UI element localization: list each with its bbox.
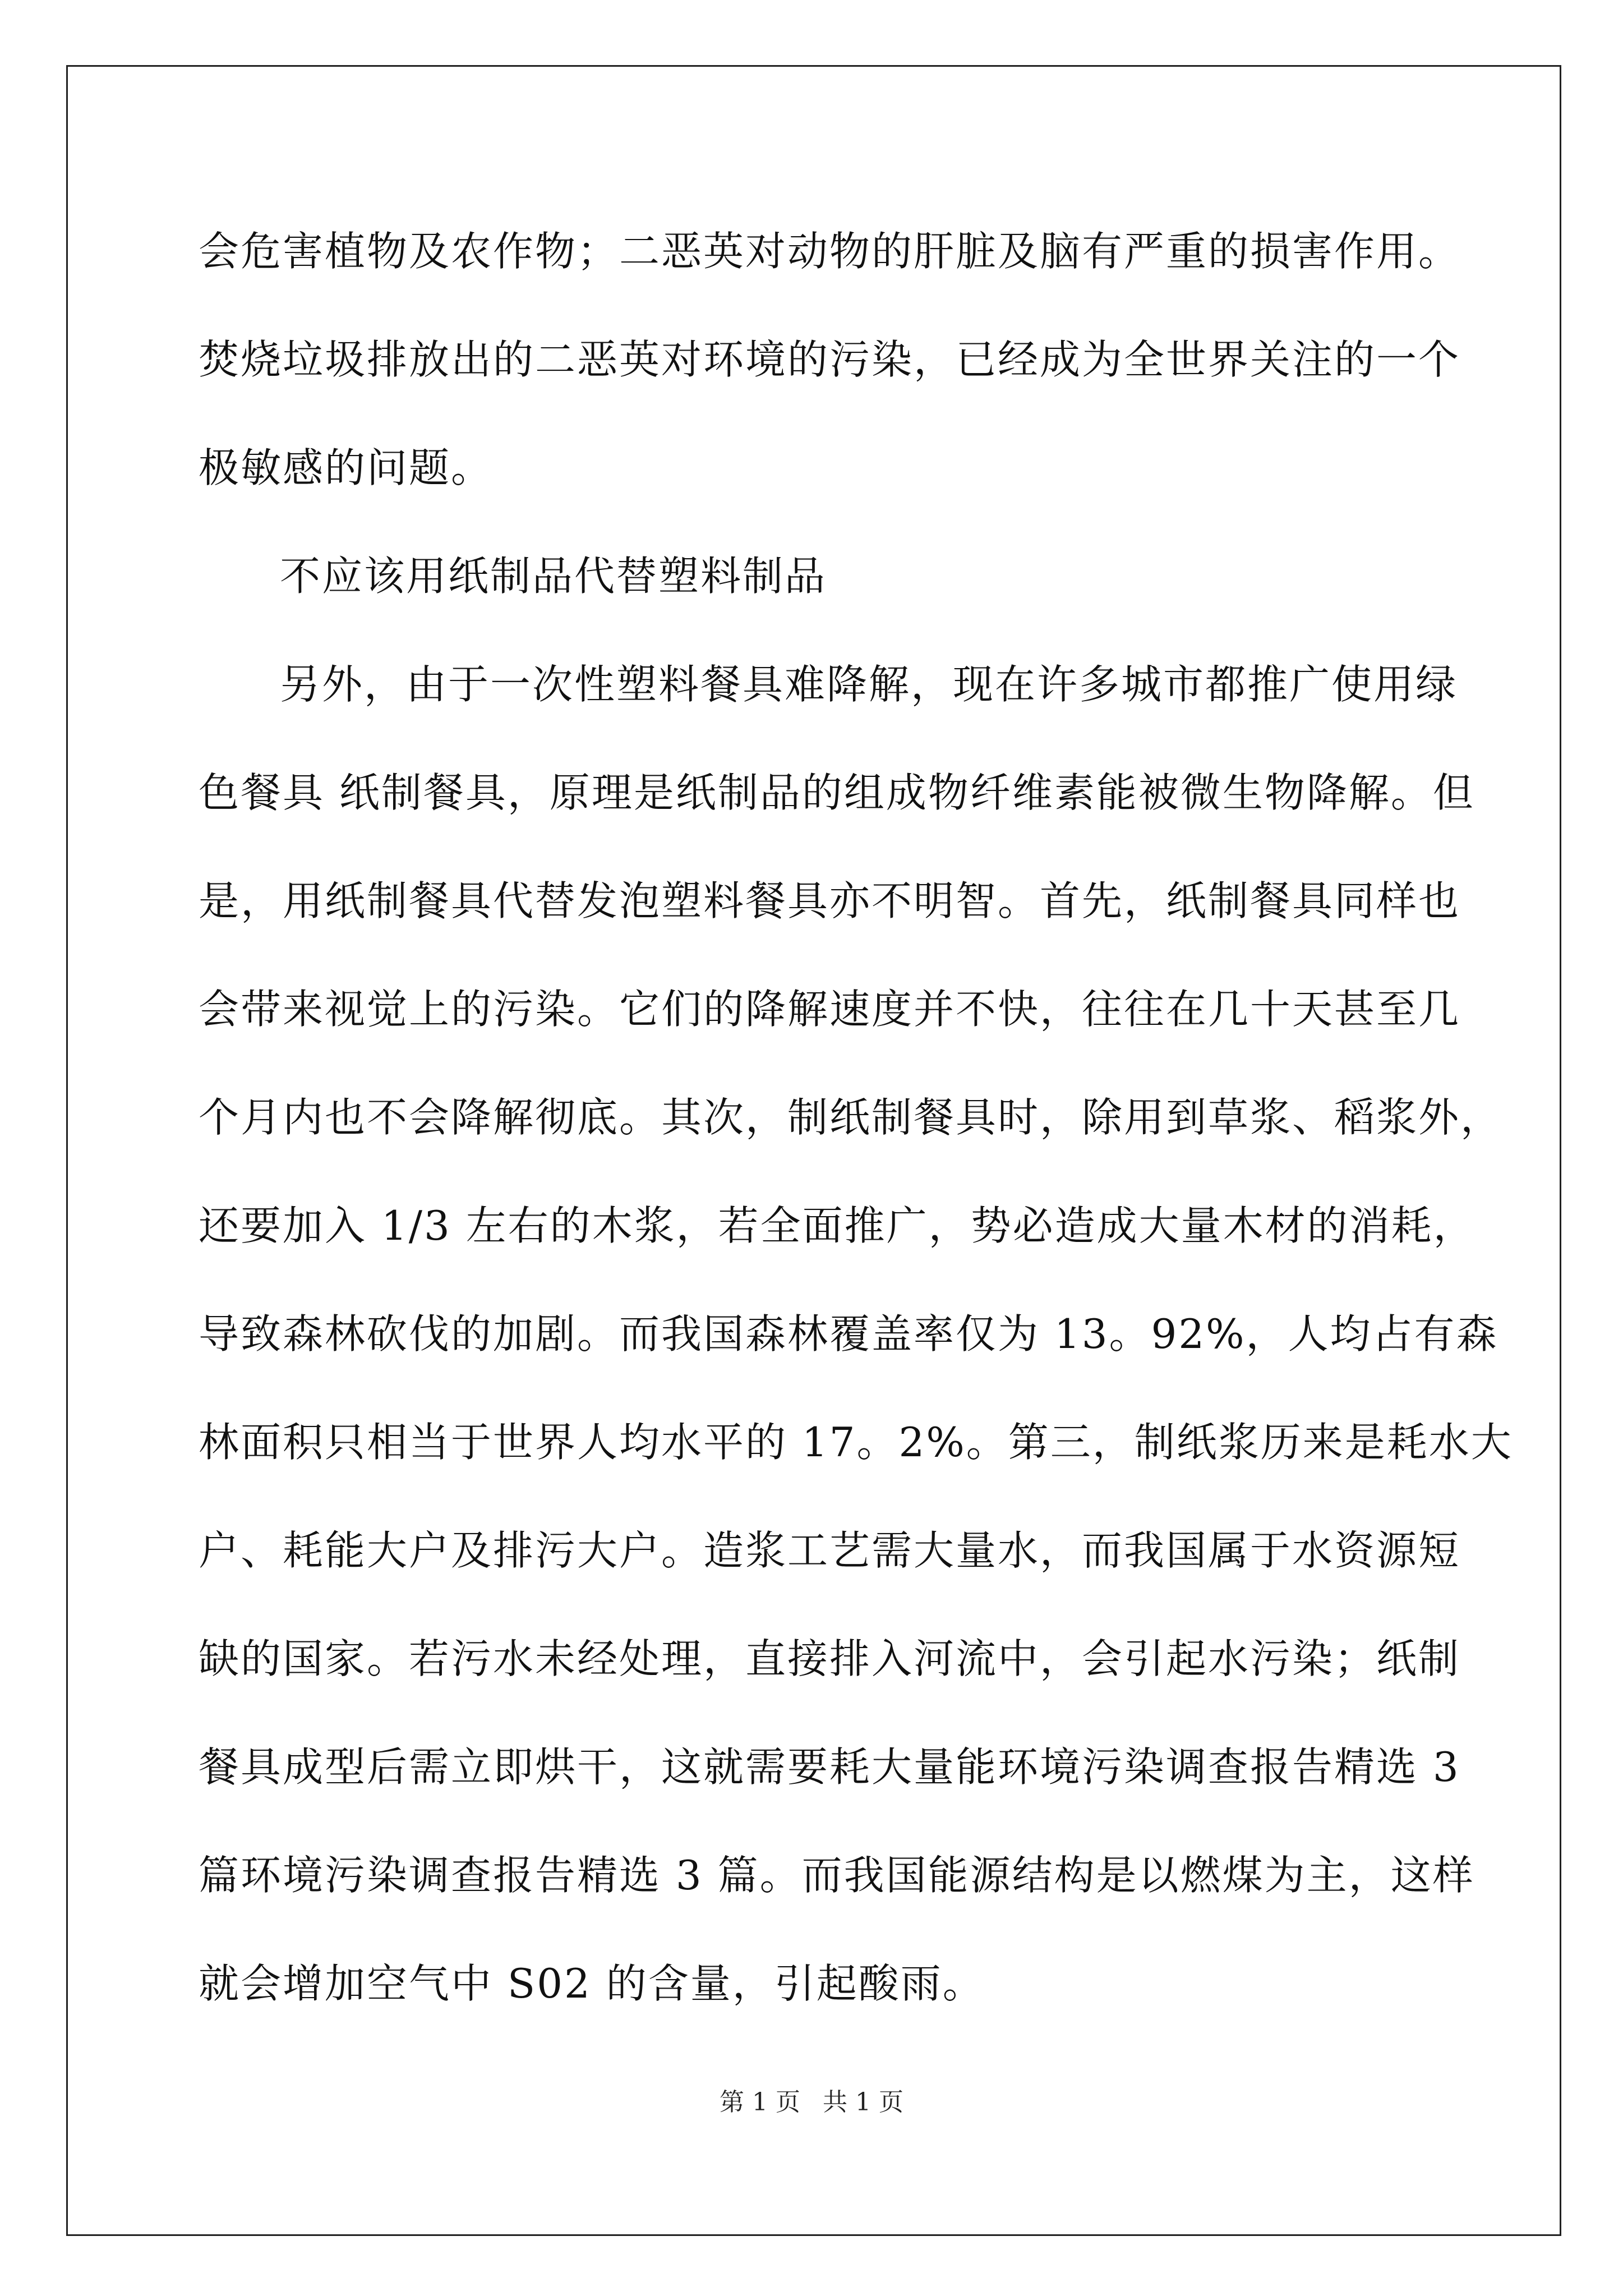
text-line: 会带来视觉上的污染。它们的降解速度并不快，往往在几十天甚至几 [199, 986, 1461, 1033]
text-line: 林面积只相当于世界人均水平的 17。2%。第三，制纸浆历来是耗水大 [199, 1419, 1513, 1466]
text-line: 篇环境污染调查报告精选 3 篇。而我国能源结构是以燃煤为主，这样 [199, 1852, 1475, 1899]
text-line: 会危害植物及农作物；二恶英对动物的肝脏及脑有严重的损害作用。 [199, 228, 1461, 275]
text-line: 是，用纸制餐具代替发泡塑料餐具亦不明智。首先，纸制餐具同样也 [199, 877, 1461, 924]
text-line: 就会增加空气中 S02 的含量，引起酸雨。 [199, 1960, 985, 2007]
text-line: 缺的国家。若污水未经处理，直接排入河流中，会引起水污染；纸制 [199, 1635, 1461, 1682]
page-footer [0, 2086, 1623, 2119]
text-line: 色餐具 纸制餐具，原理是纸制品的组成物纤维素能被微生物降解。但 [199, 769, 1475, 816]
text-line: 户、耗能大户及排污大户。造浆工艺需大量水，而我国属于水资源短 [199, 1527, 1461, 1574]
page-number: 第 1 页 [720, 2088, 800, 2116]
text-line: 焚烧垃圾排放出的二恶英对环境的污染，已经成为全世界关注的一个 [199, 336, 1461, 383]
page-total: 共 1 页 [823, 2088, 903, 2116]
text-line: 另外，由于一次性塑料餐具难降解，现在许多城市都推广使用绿 [280, 661, 1458, 708]
text-line: 餐具成型后需立即烘干，这就需要耗大量能环境污染调查报告精选 3 [199, 1743, 1460, 1791]
section-heading: 不应该用纸制品代替塑料制品 [280, 553, 827, 600]
text-line: 导致森林砍伐的加剧。而我国森林覆盖率仅为 13。92%，人均占有森 [199, 1310, 1498, 1358]
text-line: 还要加入 1/3 左右的木浆，若全面推广，势必造成大量木材的消耗， [199, 1202, 1476, 1249]
text-line: 个月内也不会降解彻底。其次，制纸制餐具时，除用到草浆、稻浆外， [199, 1094, 1503, 1141]
text-line: 极敏感的问题。 [199, 444, 494, 491]
